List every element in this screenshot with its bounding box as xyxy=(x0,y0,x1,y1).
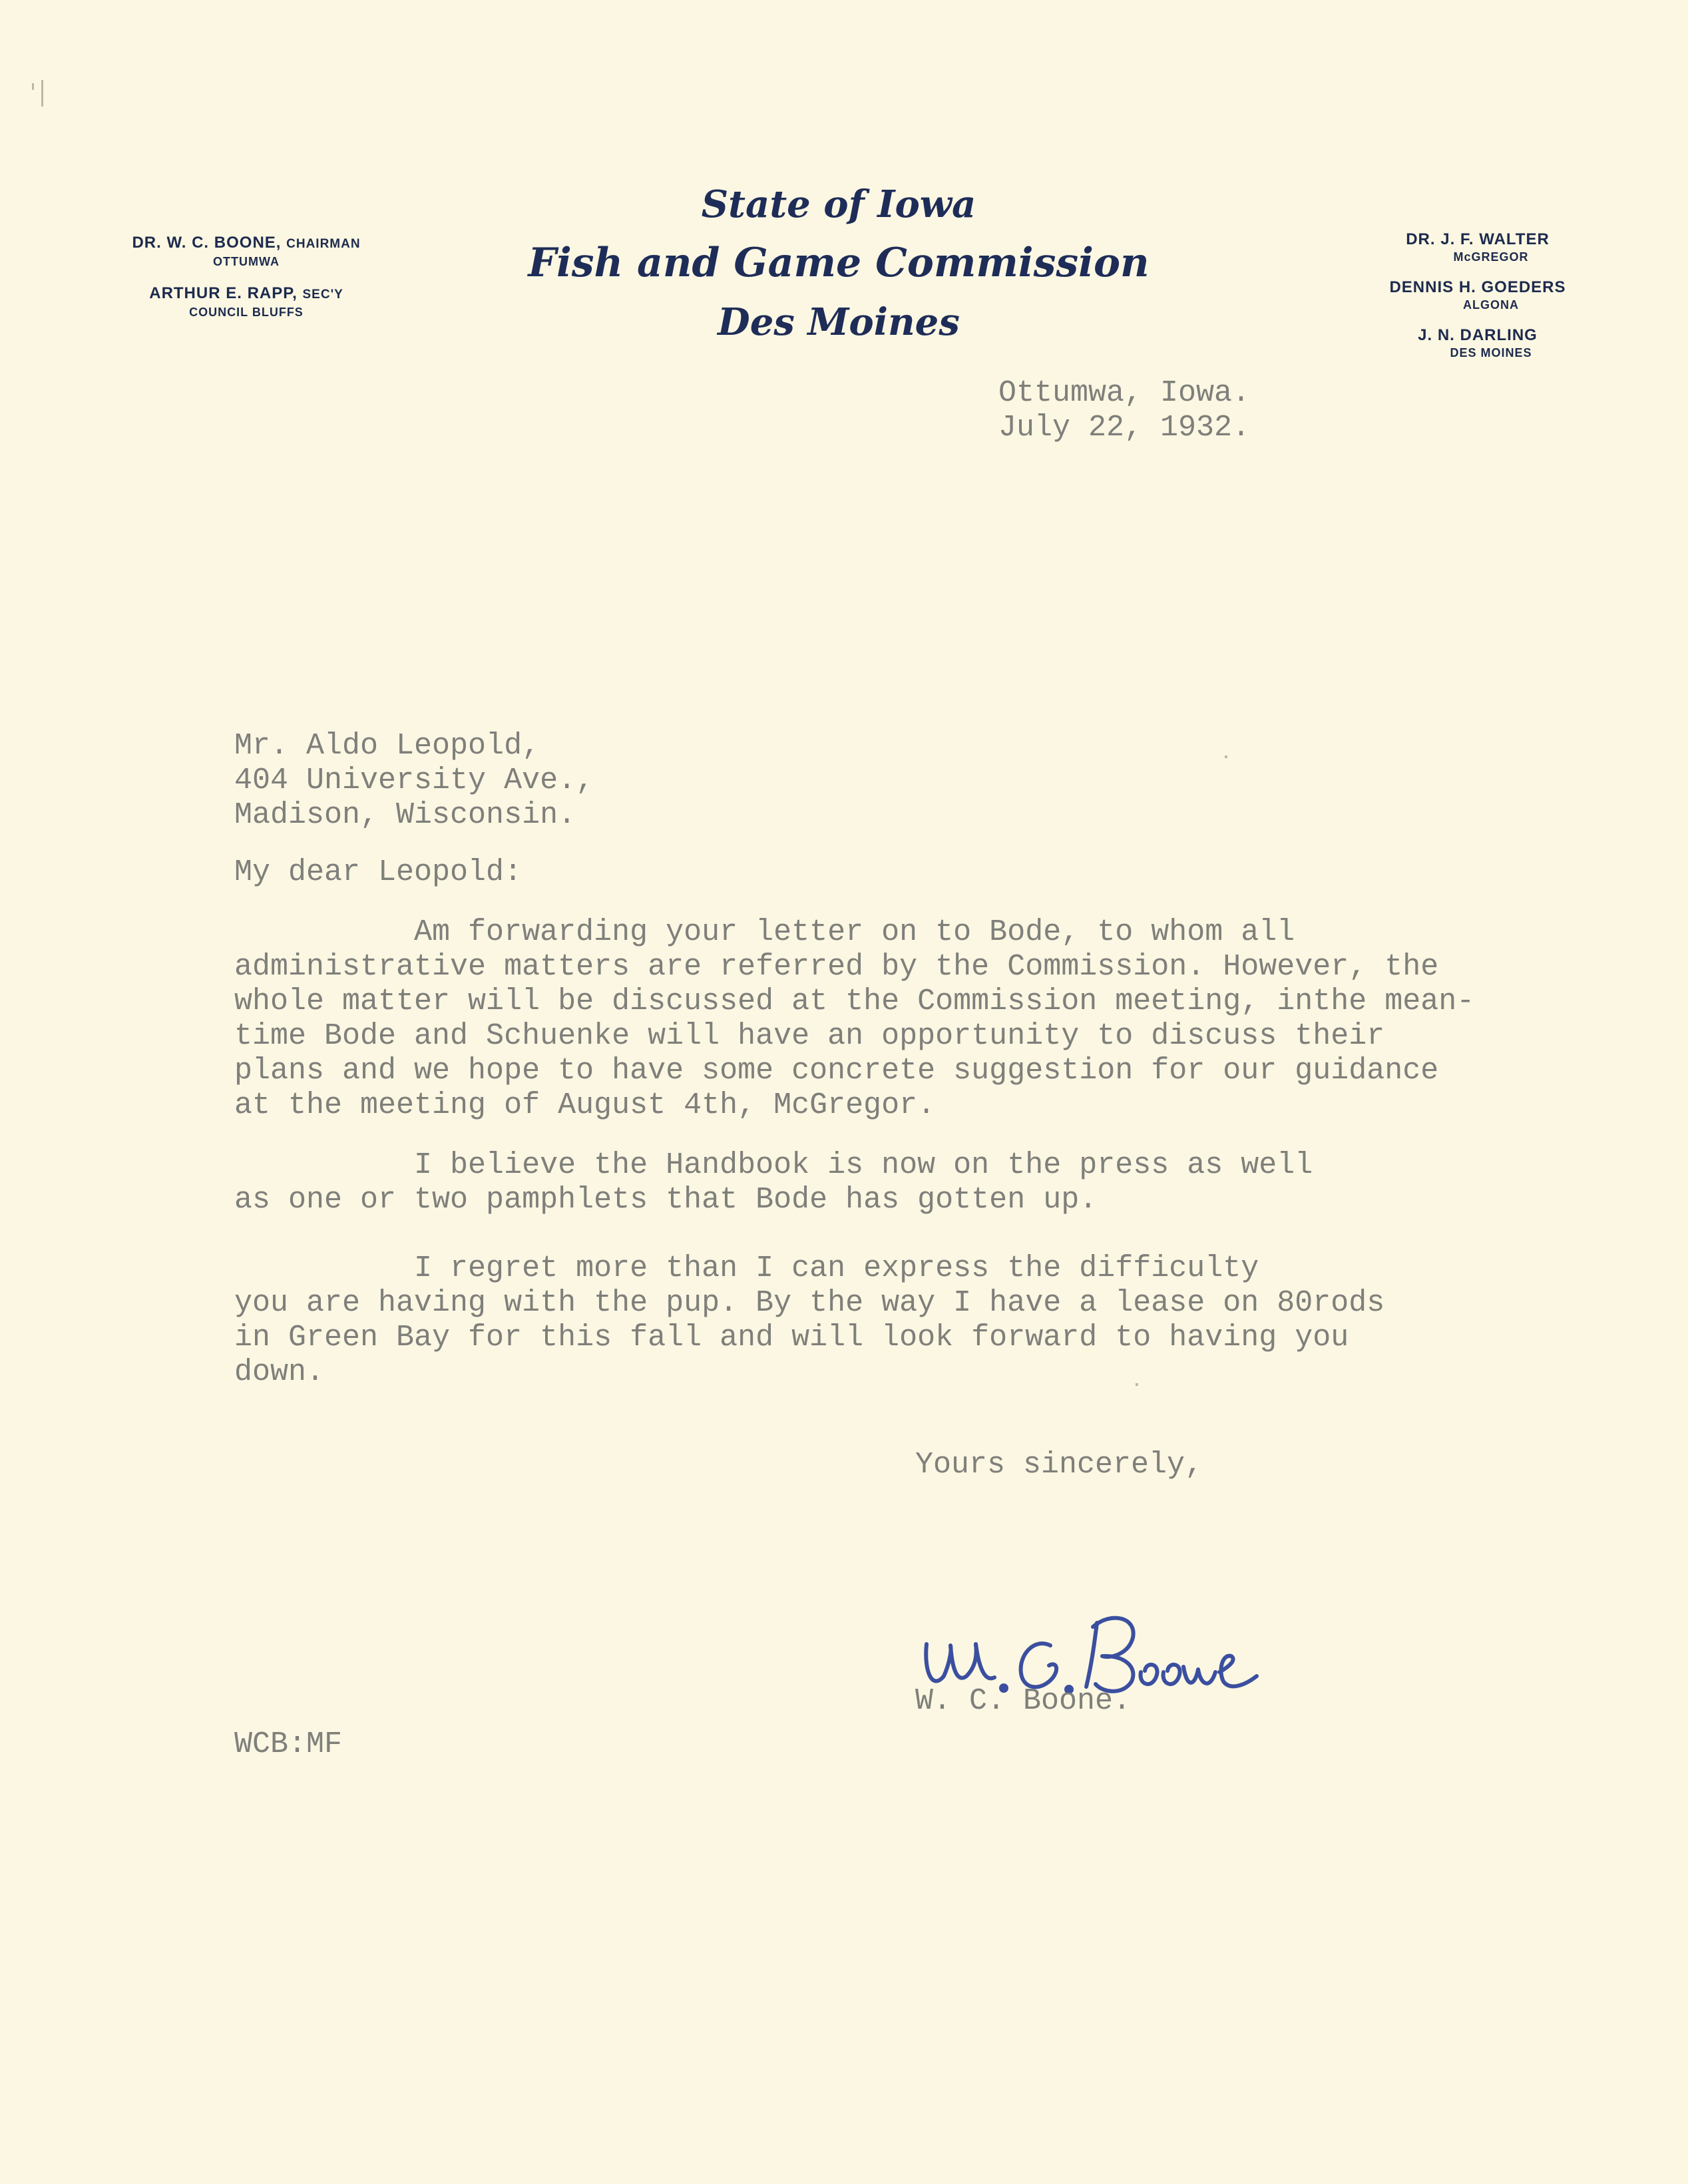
body-line: at the meeting of August 4th, McGregor. xyxy=(234,1088,936,1122)
letterhead-member xyxy=(100,284,393,320)
member-title: SEC'Y xyxy=(302,288,343,302)
body-paragraph xyxy=(234,915,1474,1123)
address-line: Madison, Wisconsin. xyxy=(234,798,576,832)
letterhead-member xyxy=(1351,230,1604,264)
member-name: J. N. DARLING xyxy=(1418,326,1538,344)
closing: Yours sincerely, xyxy=(915,1448,1203,1482)
member-city: COUNCIL BLUFFS xyxy=(189,306,304,319)
recipient-address xyxy=(234,729,594,833)
letterhead-member xyxy=(1351,278,1604,312)
paper-speck xyxy=(41,80,43,107)
address-line: Mr. Aldo Leopold, xyxy=(234,729,540,763)
body-line: time Bode and Schuenke will have an opportunity to discuss their xyxy=(234,1019,1385,1053)
letterhead-member xyxy=(100,233,393,269)
body-paragraph xyxy=(234,1148,1313,1217)
address-line: 404 University Ave., xyxy=(234,764,594,797)
member-name: DR. J. F. WALTER xyxy=(1406,230,1550,248)
letterhead-title xyxy=(519,176,1158,351)
letter-place: Ottumwa, Iowa. xyxy=(998,376,1251,410)
body-line: I regret more than I can express the difficulty xyxy=(234,1251,1259,1285)
letterhead-city: Des Moines xyxy=(718,300,960,344)
letterhead-member xyxy=(1351,326,1604,360)
body-line: down. xyxy=(234,1355,325,1389)
letterhead-right xyxy=(1351,230,1604,373)
reference-initials: WCB:MF xyxy=(234,1727,343,1761)
letter-date-block xyxy=(998,376,1250,445)
paper-speck xyxy=(32,83,34,90)
body-line: plans and we hope to have some concrete suggestion for our guidance xyxy=(234,1054,1439,1088)
body-line: I believe the Handbook is now on the press as well xyxy=(234,1148,1313,1182)
body-line: you are having with the pup. By the way I have a lease on 80rods xyxy=(234,1286,1385,1320)
member-name: DR. W. C. BOONE, xyxy=(132,234,282,252)
paper-speck xyxy=(1225,756,1227,758)
body-line: administrative matters are referred by the Commission. However, the xyxy=(234,950,1439,984)
member-city: OTTUMWA xyxy=(213,255,280,268)
member-city: McGREGOR xyxy=(1453,250,1529,264)
body-paragraph xyxy=(234,1251,1384,1390)
member-title: CHAIRMAN xyxy=(286,237,361,251)
paper-speck xyxy=(1136,1383,1138,1386)
member-name: ARTHUR E. RAPP, xyxy=(149,284,298,302)
body-line: as one or two pamphlets that Bode has gotten up. xyxy=(234,1183,1098,1217)
member-city: ALGONA xyxy=(1463,298,1519,312)
signer-name: W. C. Boone. xyxy=(915,1684,1132,1718)
member-name: DENNIS H. GOEDERS xyxy=(1389,278,1566,296)
letterhead-left xyxy=(100,233,393,334)
member-city: DES MOINES xyxy=(1450,346,1532,359)
body-line: in Green Bay for this fall and will look forward to having you xyxy=(234,1321,1349,1355)
letter-date: July 22, 1932. xyxy=(998,411,1251,445)
body-line: Am forwarding your letter on to Bode, to whom all xyxy=(234,915,1295,949)
letterhead-commission: Fish and Game Commission xyxy=(528,240,1150,286)
salutation: My dear Leopold: xyxy=(234,855,523,889)
letterhead-state: State of Iowa xyxy=(701,182,976,226)
body-line: whole matter will be discussed at the Commission meeting, inthe mean- xyxy=(234,984,1475,1018)
